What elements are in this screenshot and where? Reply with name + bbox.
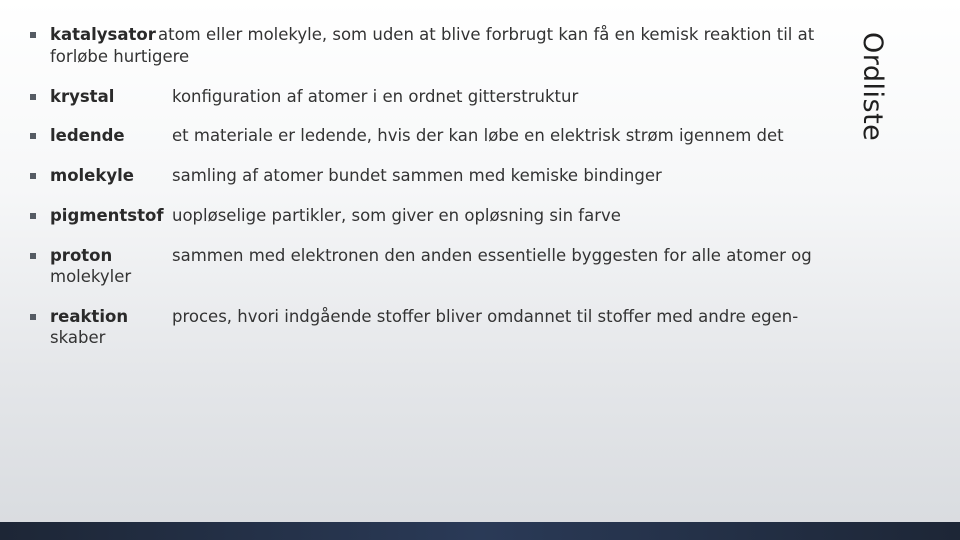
bullet-icon [30,32,36,38]
bullet-icon [30,133,36,139]
glossary-definition: uopløselige partikler, som giver en opløsning sin farve [172,206,621,225]
glossary-term: molekyle [50,166,134,185]
glossary-term: katalysator [50,25,156,44]
bullet-icon [30,314,36,320]
glossary-term: reaktion [50,307,129,326]
footer-bar [0,522,960,540]
bullet-icon [30,213,36,219]
bullet-icon [30,94,36,100]
glossary-term: krystal [50,87,115,106]
glossary-definition: et materiale er ledende, hvis der kan løbe en elektrisk strøm igennem det [172,126,784,145]
glossary-definition-continuation: skaber [50,328,106,347]
bullet-icon [30,173,36,179]
glossary-definition: sammen med elektronen den anden essentielle byggesten for alle atomer og [172,246,812,265]
glossary-definition: proces, hvori indgående stoffer bliver omdannet til stoffer med andre egen- [172,307,799,326]
glossary-definition: atom eller molekyle, som uden at blive forbrugt kan få en kemisk reaktion til at [158,25,815,44]
glossary-definition-continuation: molekyler [50,267,132,286]
bullet-icon [30,253,36,259]
glossary-term: proton [50,246,113,265]
glossary-definition: samling af atomer bundet sammen med kemiske bindinger [172,166,662,185]
glossary-term: pigmentstof [50,206,164,225]
glossary-definition-continuation: forløbe hurtigere [50,47,190,66]
slide-title: Ordliste [857,32,888,142]
glossary-term: ledende [50,126,125,145]
glossary-definition: konfiguration af atomer i en ordnet gitterstruktur [172,87,579,106]
